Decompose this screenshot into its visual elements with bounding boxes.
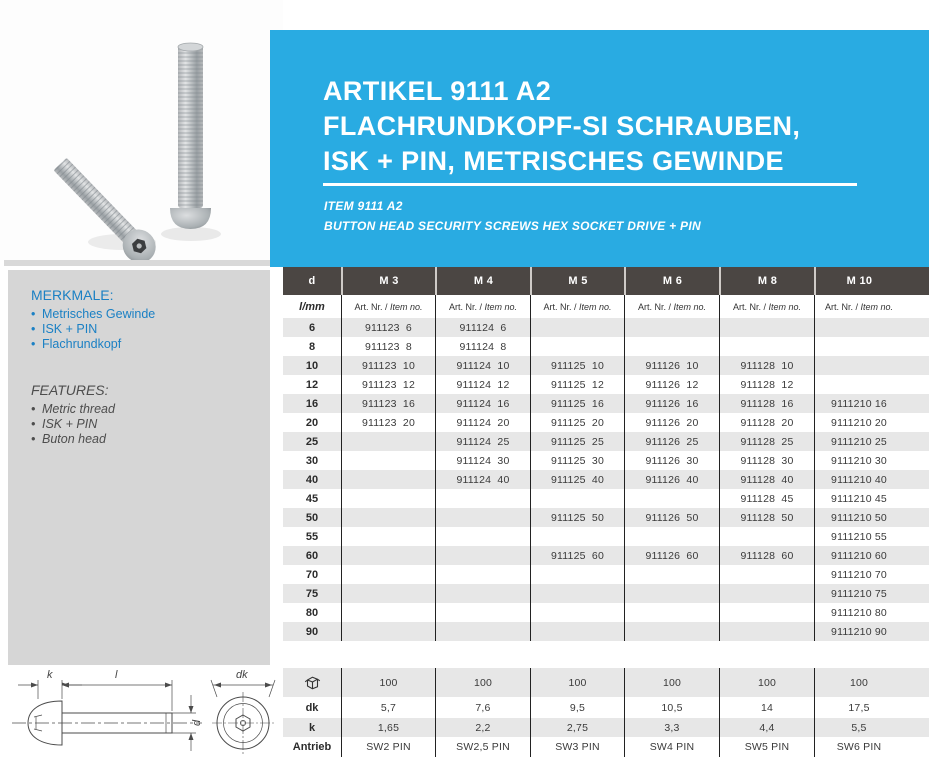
- subtitle-line: BUTTON HEAD SECURITY SCREWS HEX SOCKET DRIVE + PIN: [324, 219, 701, 233]
- bullet-icon: •: [31, 307, 36, 321]
- art-number-cell: 911125 25: [530, 432, 624, 451]
- art-number-cell: 911128 10: [719, 356, 814, 375]
- art-number-cell: [530, 489, 624, 508]
- art-number-cell: [341, 584, 435, 603]
- art-number-cell: [624, 584, 719, 603]
- col-header-m5: M 5: [530, 267, 624, 295]
- art-number-cell: 911124 10: [435, 356, 530, 375]
- art-number-cell: [624, 318, 719, 337]
- art-number-cell: 911125 20: [530, 413, 624, 432]
- art-number-cell: 9111210 60: [814, 546, 929, 565]
- art-number-cell: 911125 12: [530, 375, 624, 394]
- art-number-cell: 911126 40: [624, 470, 719, 489]
- dimension-spec-table: [283, 668, 929, 757]
- art-number-cell: [719, 603, 814, 622]
- art-number-cell: [435, 489, 530, 508]
- length-value: 6: [308, 321, 316, 334]
- art-number-cell: 911128 60: [719, 546, 814, 565]
- technical-drawing: [10, 662, 285, 777]
- art-number-cell: 9111210 16: [814, 394, 929, 413]
- merkmale-list: [31, 307, 260, 352]
- art-number-cell: 911124 6: [435, 318, 530, 337]
- spec-value-cell: 100: [624, 668, 719, 697]
- art-nr-label: Art. Nr. / Item no.: [530, 295, 624, 318]
- spec-label-Antrieb: Antrieb: [292, 741, 332, 753]
- hero-banner: [270, 30, 929, 267]
- art-number-cell: [530, 603, 624, 622]
- table-row: [283, 470, 929, 489]
- art-number-cell: [530, 527, 624, 546]
- art-number-cell: [341, 565, 435, 584]
- length-value: 25: [305, 435, 319, 448]
- art-number-cell: [435, 546, 530, 565]
- art-number-cell: [435, 565, 530, 584]
- bullet-icon: •: [31, 417, 36, 431]
- art-number-cell: 9111210 50: [814, 508, 929, 527]
- subtitle-line: ITEM 9111 A2: [324, 199, 403, 213]
- features-heading: FEATURES:: [31, 382, 109, 398]
- art-number-cell: [530, 584, 624, 603]
- art-number-cell: [814, 356, 929, 375]
- spec-value-cell: 5,5: [814, 718, 929, 737]
- art-number-cell: [719, 622, 814, 641]
- spec-value-cell: SW5 PIN: [719, 737, 814, 757]
- art-number-cell: [530, 622, 624, 641]
- length-value: 40: [305, 473, 319, 486]
- table-row: [283, 527, 929, 546]
- art-number-cell: [719, 337, 814, 356]
- art-number-cell: [530, 337, 624, 356]
- spec-row: [283, 718, 929, 737]
- table-subheader-row: [283, 295, 929, 318]
- table-row: [283, 451, 929, 470]
- length-value: 12: [305, 378, 319, 391]
- art-number-cell: [530, 318, 624, 337]
- spec-value-cell: 5,7: [341, 697, 435, 718]
- art-number-cell: 9111210 70: [814, 565, 929, 584]
- art-number-cell: 911128 50: [719, 508, 814, 527]
- table-row: [283, 565, 929, 584]
- art-number-cell: [624, 527, 719, 546]
- title-line: ISK + PIN, METRISCHES GEWINDE: [323, 146, 784, 176]
- spec-value-cell: SW6 PIN: [814, 737, 929, 757]
- table-row: [283, 394, 929, 413]
- length-value: 70: [305, 568, 319, 581]
- length-value: 20: [305, 416, 319, 429]
- feature-list-item: • Flachrundkopf: [31, 337, 122, 351]
- art-number-cell: 9111210 20: [814, 413, 929, 432]
- art-number-cell: [341, 508, 435, 527]
- art-number-cell: 911126 50: [624, 508, 719, 527]
- col-header-m8: M 8: [719, 267, 814, 295]
- spec-value-cell: SW2,5 PIN: [435, 737, 530, 757]
- art-number-cell: 911125 40: [530, 470, 624, 489]
- spec-value-cell: 14: [719, 697, 814, 718]
- spec-value-cell: 4,4: [719, 718, 814, 737]
- article-number-table: [283, 267, 929, 641]
- art-number-cell: 9111210 45: [814, 489, 929, 508]
- table-row: [283, 603, 929, 622]
- table-row: [283, 508, 929, 527]
- table-row: [283, 432, 929, 451]
- art-number-cell: [530, 565, 624, 584]
- art-number-cell: 9111210 25: [814, 432, 929, 451]
- table-row: [283, 622, 929, 641]
- art-number-cell: 911123 10: [341, 356, 435, 375]
- spec-value-cell: 100: [530, 668, 624, 697]
- length-value: 90: [305, 625, 319, 638]
- art-number-cell: 9111210 55: [814, 527, 929, 546]
- art-number-cell: 911126 60: [624, 546, 719, 565]
- security-screws-photo: [0, 0, 283, 260]
- art-number-cell: [435, 603, 530, 622]
- spec-row: [283, 737, 929, 757]
- length-value: 30: [305, 454, 319, 467]
- col-header-m10: M 10: [814, 267, 929, 295]
- art-nr-label: Art. Nr. / Item no.: [814, 295, 929, 318]
- art-number-cell: 911124 30: [435, 451, 530, 470]
- art-number-cell: 911123 20: [341, 413, 435, 432]
- art-number-cell: 911126 12: [624, 375, 719, 394]
- art-number-cell: [341, 470, 435, 489]
- spec-value-cell: 2,75: [530, 718, 624, 737]
- art-number-cell: 911123 8: [341, 337, 435, 356]
- art-number-cell: 911125 60: [530, 546, 624, 565]
- art-number-cell: [624, 565, 719, 584]
- spec-value-cell: 2,2: [435, 718, 530, 737]
- art-number-cell: 911128 30: [719, 451, 814, 470]
- col-header-m4: M 4: [435, 267, 530, 295]
- art-number-cell: [814, 375, 929, 394]
- art-nr-label: Art. Nr. / Item no.: [341, 295, 435, 318]
- article-table-body: [283, 318, 929, 641]
- feature-list-item: • Metric thread: [31, 402, 115, 416]
- package-icon: [304, 675, 321, 690]
- title-line: FLACHRUNDKOPF-SI SCHRAUBEN,: [323, 111, 801, 141]
- art-number-cell: 911124 8: [435, 337, 530, 356]
- art-number-cell: 911125 50: [530, 508, 624, 527]
- col-header-m3: M 3: [341, 267, 435, 295]
- art-number-cell: [814, 337, 929, 356]
- spec-label-k: k: [308, 721, 316, 734]
- table-row: [283, 318, 929, 337]
- photo-bottom-edge: [4, 260, 283, 266]
- col-header-m6: M 6: [624, 267, 719, 295]
- art-number-cell: 911128 20: [719, 413, 814, 432]
- art-nr-label: Art. Nr. / Item no.: [624, 295, 719, 318]
- art-number-cell: 911124 25: [435, 432, 530, 451]
- art-number-cell: 911128 40: [719, 470, 814, 489]
- art-number-cell: 911128 16: [719, 394, 814, 413]
- art-number-cell: 911124 20: [435, 413, 530, 432]
- spec-value-cell: 1,65: [341, 718, 435, 737]
- art-number-cell: 911126 20: [624, 413, 719, 432]
- art-nr-label: Art. Nr. / Item no.: [435, 295, 530, 318]
- product-photo: [0, 0, 283, 260]
- col-header-d: d: [308, 275, 316, 287]
- features-sidebar: [8, 270, 270, 665]
- art-number-cell: [341, 527, 435, 546]
- art-number-cell: 911128 25: [719, 432, 814, 451]
- art-number-cell: 911126 25: [624, 432, 719, 451]
- spec-value-cell: 100: [435, 668, 530, 697]
- length-value: 80: [305, 606, 319, 619]
- art-number-cell: 9111210 30: [814, 451, 929, 470]
- table-header-row: [283, 267, 929, 295]
- article-title: [323, 74, 800, 179]
- features-list: [31, 402, 260, 447]
- bullet-icon: •: [31, 402, 36, 416]
- art-number-cell: [719, 527, 814, 546]
- spec-value-cell: 10,5: [624, 697, 719, 718]
- feature-list-item: • ISK + PIN: [31, 322, 98, 336]
- art-number-cell: 911124 16: [435, 394, 530, 413]
- dim-label-k: k: [47, 669, 53, 681]
- table-row: [283, 489, 929, 508]
- art-number-cell: [814, 318, 929, 337]
- art-number-cell: [624, 489, 719, 508]
- spec-value-cell: SW4 PIN: [624, 737, 719, 757]
- title-line: ARTIKEL 9111 A2: [323, 76, 552, 106]
- spec-value-cell: 7,6: [435, 697, 530, 718]
- spec-value-cell: 100: [814, 668, 929, 697]
- dim-label-l: l: [115, 669, 118, 681]
- spec-value-cell: 17,5: [814, 697, 929, 718]
- art-number-cell: [624, 622, 719, 641]
- art-number-cell: 911126 30: [624, 451, 719, 470]
- table-row: [283, 413, 929, 432]
- length-value: 10: [305, 359, 319, 372]
- table-row: [283, 546, 929, 565]
- packaging-qty-label: [283, 668, 341, 697]
- length-value: 8: [308, 340, 316, 353]
- dim-label-d: d: [191, 719, 203, 726]
- table-row: [283, 356, 929, 375]
- length-value: 75: [305, 587, 319, 600]
- art-number-cell: [341, 546, 435, 565]
- length-value: 50: [305, 511, 319, 524]
- spec-value-cell: 3,3: [624, 718, 719, 737]
- spec-label-dk: dk: [305, 701, 319, 714]
- art-nr-label: Art. Nr. / Item no.: [719, 295, 814, 318]
- table-row: [283, 375, 929, 394]
- art-number-cell: 911125 30: [530, 451, 624, 470]
- length-value: 60: [305, 549, 319, 562]
- art-number-cell: [341, 432, 435, 451]
- art-number-cell: 9111210 90: [814, 622, 929, 641]
- spec-value-cell: 100: [719, 668, 814, 697]
- art-number-cell: 9111210 80: [814, 603, 929, 622]
- bullet-icon: •: [31, 322, 36, 336]
- art-number-cell: [435, 508, 530, 527]
- length-unit-label: l/mm: [299, 300, 325, 313]
- art-number-cell: [624, 337, 719, 356]
- spec-value-cell: 9,5: [530, 697, 624, 718]
- art-number-cell: [341, 622, 435, 641]
- bullet-icon: •: [31, 337, 36, 351]
- feature-list-item: • Buton head: [31, 432, 106, 446]
- art-number-cell: [435, 622, 530, 641]
- art-number-cell: 911124 12: [435, 375, 530, 394]
- length-value: 55: [305, 530, 319, 543]
- table-row: [283, 584, 929, 603]
- art-number-cell: 911125 10: [530, 356, 624, 375]
- dim-label-dk: dk: [236, 669, 248, 681]
- merkmale-heading: MERKMALE:: [31, 287, 114, 303]
- art-number-cell: [341, 451, 435, 470]
- feature-list-item: • Metrisches Gewinde: [31, 307, 156, 321]
- bullet-icon: •: [31, 432, 36, 446]
- spec-row: [283, 697, 929, 718]
- art-number-cell: [719, 565, 814, 584]
- spec-value-cell: SW3 PIN: [530, 737, 624, 757]
- art-number-cell: [719, 318, 814, 337]
- art-number-cell: [435, 584, 530, 603]
- art-number-cell: 911126 16: [624, 394, 719, 413]
- feature-list-item: • ISK + PIN: [31, 417, 98, 431]
- spec-value-cell: SW2 PIN: [341, 737, 435, 757]
- spec-row: [283, 668, 929, 697]
- length-value: 16: [305, 397, 319, 410]
- spec-value-cell: 100: [341, 668, 435, 697]
- art-number-cell: 911123 6: [341, 318, 435, 337]
- art-number-cell: [719, 584, 814, 603]
- title-divider: [323, 183, 857, 186]
- article-subtitle: [324, 196, 701, 236]
- art-number-cell: 911128 45: [719, 489, 814, 508]
- art-number-cell: [624, 603, 719, 622]
- art-number-cell: [341, 603, 435, 622]
- art-number-cell: 911123 12: [341, 375, 435, 394]
- art-number-cell: [341, 489, 435, 508]
- art-number-cell: 911123 16: [341, 394, 435, 413]
- table-row: [283, 337, 929, 356]
- art-number-cell: 911125 16: [530, 394, 624, 413]
- length-value: 45: [305, 492, 319, 505]
- standing-screw: [170, 43, 211, 229]
- art-number-cell: 9111210 40: [814, 470, 929, 489]
- art-number-cell: 911128 12: [719, 375, 814, 394]
- art-number-cell: 9111210 75: [814, 584, 929, 603]
- art-number-cell: 911126 10: [624, 356, 719, 375]
- art-number-cell: [435, 527, 530, 546]
- art-number-cell: 911124 40: [435, 470, 530, 489]
